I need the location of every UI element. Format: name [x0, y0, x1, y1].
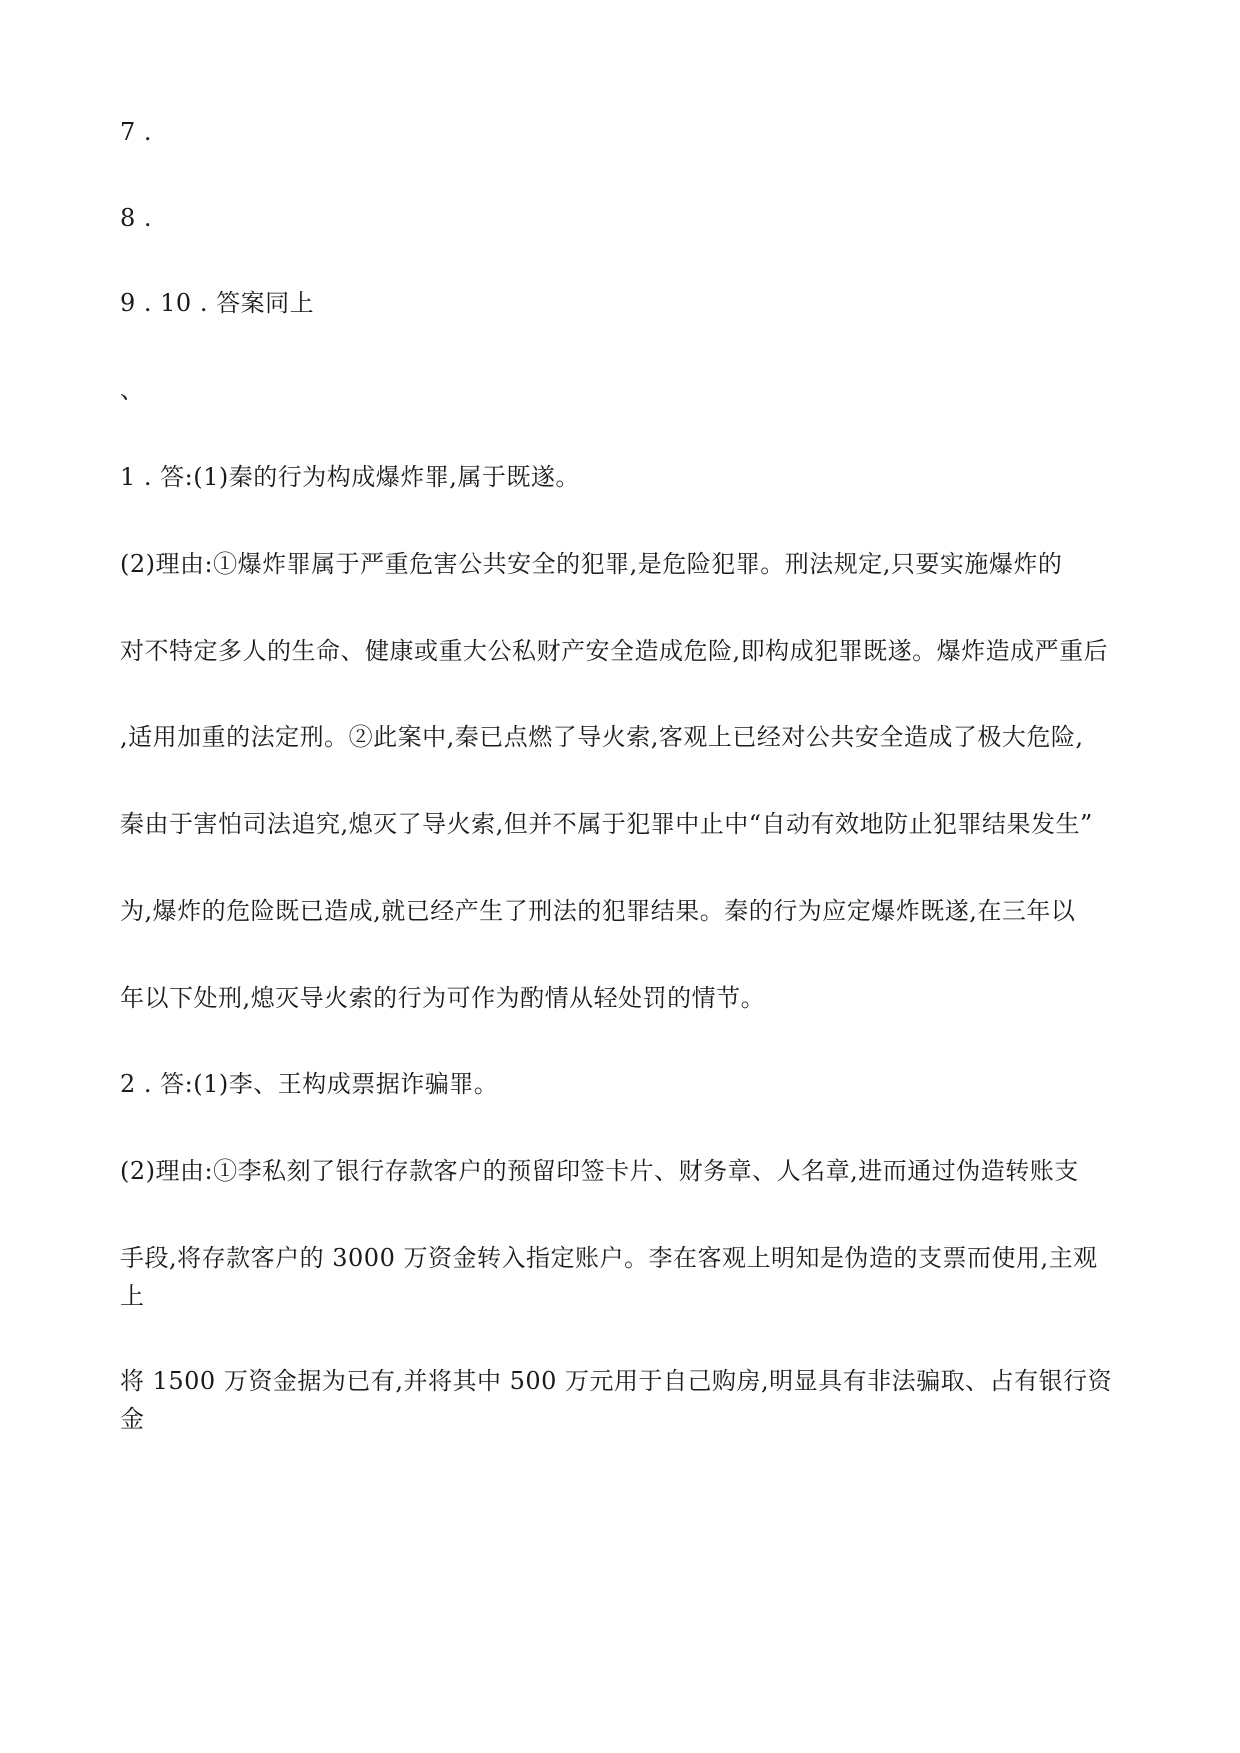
text-line: 8 . [120, 204, 153, 232]
text-line: 将 1500 万资金据为已有,并将其中 500 万元用于自己购房,明显具有非法骗取、占有银行资 [120, 1367, 1113, 1395]
text-line: 2 . 答:(1)李、王构成票据诈骗罪。 [120, 1070, 499, 1098]
text-line: 7 . [120, 118, 153, 146]
text-line: ,适用加重的法定刑。②此案中,秦已点燃了导火索,客观上已经对公共安全造成了极大危险, [120, 723, 1084, 751]
text-line: (2)理由:①爆炸罪属于严重危害公共安全的犯罪,是危险犯罪。刑法规定,只要实施爆炸的 [120, 550, 1063, 578]
text-line: (2)理由:①李私刻了银行存款客户的预留印签卡片、财务章、人名章,进而通过伪造转账支 [120, 1157, 1079, 1185]
text-line: 年以下处刑,熄灭导火索的行为可作为酌情从轻处罚的情节。 [120, 984, 766, 1012]
text-line: 对不特定多人的生命、健康或重大公私财产安全造成危险,即构成犯罪既遂。爆炸造成严重后 [120, 637, 1109, 665]
text-line: 金 [120, 1405, 145, 1433]
text-line: 9 . 10 . 答案同上 [120, 289, 315, 317]
text-line: 、 [120, 376, 145, 404]
text-line: 秦由于害怕司法追究,熄灭了导火索,但并不属于犯罪中止中“自动有效地防止犯罪结果发生” [120, 810, 1093, 838]
text-line: 上 [120, 1282, 145, 1310]
text-line: 1 . 答:(1)秦的行为构成爆炸罪,属于既遂。 [120, 463, 580, 491]
text-line: 手段,将存款客户的 3000 万资金转入指定账户。李在客观上明知是伪造的支票而使用,主观 [120, 1244, 1098, 1272]
text-line: 为,爆炸的危险既已造成,就已经产生了刑法的犯罪结果。秦的行为应定爆炸既遂,在三年以 [120, 897, 1076, 925]
